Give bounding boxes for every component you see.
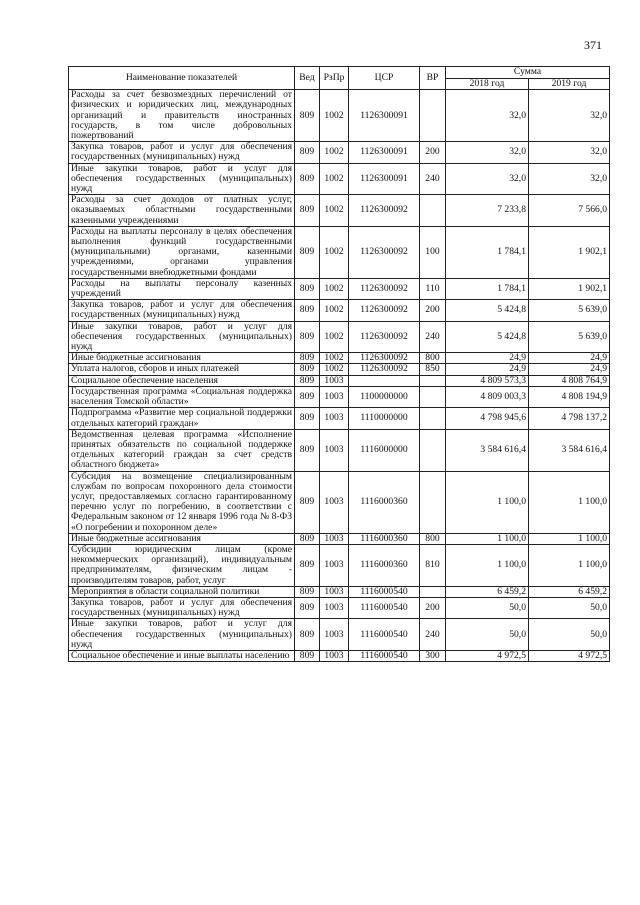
header-2019: 2019 год <box>529 79 610 90</box>
cell-2018: 24,9 <box>446 364 529 375</box>
cell-name: Мероприятия в области социальной политики <box>69 586 295 597</box>
cell-rzpr: 1003 <box>320 386 349 407</box>
cell-rzpr: 1002 <box>320 278 349 299</box>
cell-2018: 5 424,8 <box>446 300 529 321</box>
cell-name: Иные бюджетные ассигнования <box>69 353 295 364</box>
cell-name: Иные бюджетные ассигнования <box>69 533 295 544</box>
cell-2018: 32,0 <box>446 90 529 142</box>
cell-ved: 809 <box>295 163 320 195</box>
cell-ved: 809 <box>295 142 320 163</box>
cell-2018: 4 972,5 <box>446 650 529 661</box>
cell-ved: 809 <box>295 226 320 278</box>
cell-2019: 1 902,1 <box>529 226 610 278</box>
table-row <box>69 226 610 278</box>
header-sum: Сумма <box>446 67 610 79</box>
cell-csr: 1116000360 <box>349 533 420 544</box>
cell-rzpr: 1002 <box>320 90 349 142</box>
cell-rzpr: 1002 <box>320 195 349 227</box>
table-row <box>69 90 610 142</box>
cell-name: Ведомственная целевая программа «Исполнение принятых обязательств по социальной поддержке отдельных категорий граждан за счет средств областного бюджета» <box>69 429 295 471</box>
table-row <box>69 278 610 299</box>
cell-name: Уплата налогов, сборов и иных платежей <box>69 364 295 375</box>
cell-csr: 1116000540 <box>349 586 420 597</box>
cell-vr: 200 <box>420 142 446 163</box>
cell-ved: 809 <box>295 471 320 533</box>
cell-2019: 4 972,5 <box>529 650 610 661</box>
cell-vr: 300 <box>420 650 446 661</box>
cell-csr: 1110000000 <box>349 408 420 429</box>
cell-2019: 32,0 <box>529 163 610 195</box>
table-row <box>69 353 610 364</box>
table-body <box>69 90 610 662</box>
header-rzpr: РзПр <box>320 67 349 90</box>
cell-ved: 809 <box>295 597 320 618</box>
cell-rzpr: 1002 <box>320 142 349 163</box>
cell-vr: 200 <box>420 300 446 321</box>
cell-name: Расходы на выплаты персоналу в целях обеспечения выполнения функций государственными (муниципальными) органами, казенными учреждениями, органами управления государственными внебюджетными фондами <box>69 226 295 278</box>
cell-name: Иные закупки товаров, работ и услуг для обеспечения государственных (муниципальных) нужд <box>69 163 295 195</box>
cell-2019: 1 100,0 <box>529 544 610 586</box>
cell-ved: 809 <box>295 386 320 407</box>
cell-name: Социальное обеспечение населения <box>69 375 295 386</box>
table-row <box>69 321 610 353</box>
cell-vr <box>420 386 446 407</box>
cell-name: Закупка товаров, работ и услуг для обеспечения государственных (муниципальных) нужд <box>69 300 295 321</box>
cell-ved: 809 <box>295 353 320 364</box>
table-row <box>69 619 610 651</box>
cell-rzpr: 1002 <box>320 226 349 278</box>
cell-csr: 1116000000 <box>349 429 420 471</box>
budget-table <box>68 66 610 662</box>
cell-2019: 32,0 <box>529 142 610 163</box>
cell-2019: 4 808 194,9 <box>529 386 610 407</box>
cell-2019: 1 902,1 <box>529 278 610 299</box>
cell-vr: 800 <box>420 533 446 544</box>
cell-ved: 809 <box>295 429 320 471</box>
table-row <box>69 533 610 544</box>
table-row <box>69 163 610 195</box>
cell-ved: 809 <box>295 650 320 661</box>
cell-ved: 809 <box>295 195 320 227</box>
cell-ved: 809 <box>295 364 320 375</box>
cell-vr <box>420 375 446 386</box>
cell-ved: 809 <box>295 619 320 651</box>
cell-ved: 809 <box>295 375 320 386</box>
cell-csr: 1116000540 <box>349 597 420 618</box>
cell-2018: 5 424,8 <box>446 321 529 353</box>
cell-csr: 1126300092 <box>349 226 420 278</box>
table-row <box>69 429 610 471</box>
cell-vr <box>420 471 446 533</box>
cell-rzpr: 1003 <box>320 408 349 429</box>
cell-vr: 240 <box>420 163 446 195</box>
header-vr: ВР <box>420 67 446 90</box>
cell-vr: 240 <box>420 619 446 651</box>
cell-2018: 4 798 945,6 <box>446 408 529 429</box>
cell-2018: 1 100,0 <box>446 471 529 533</box>
cell-vr <box>420 195 446 227</box>
page-number: 371 <box>584 38 602 52</box>
cell-rzpr: 1002 <box>320 364 349 375</box>
cell-2019: 24,9 <box>529 364 610 375</box>
cell-rzpr: 1003 <box>320 429 349 471</box>
cell-rzpr: 1003 <box>320 586 349 597</box>
cell-2018: 7 233,8 <box>446 195 529 227</box>
cell-csr: 1126300092 <box>349 300 420 321</box>
cell-csr <box>349 375 420 386</box>
cell-2018: 4 809 003,3 <box>446 386 529 407</box>
cell-ved: 809 <box>295 533 320 544</box>
cell-rzpr: 1003 <box>320 619 349 651</box>
cell-csr: 1116000540 <box>349 619 420 651</box>
cell-2018: 50,0 <box>446 619 529 651</box>
table-row <box>69 650 610 661</box>
cell-csr: 1100000000 <box>349 386 420 407</box>
cell-2018: 1 100,0 <box>446 533 529 544</box>
cell-vr: 800 <box>420 353 446 364</box>
cell-2019: 7 566,0 <box>529 195 610 227</box>
cell-2018: 1 100,0 <box>446 544 529 586</box>
cell-2019: 50,0 <box>529 619 610 651</box>
cell-2018: 50,0 <box>446 597 529 618</box>
cell-2018: 32,0 <box>446 142 529 163</box>
table-row <box>69 195 610 227</box>
cell-csr: 1126300092 <box>349 278 420 299</box>
cell-2018: 32,0 <box>446 163 529 195</box>
cell-name: Подпрограмма «Развитие мер социальной поддержки отдельных категорий граждан» <box>69 408 295 429</box>
table-row <box>69 586 610 597</box>
cell-2019: 24,9 <box>529 353 610 364</box>
table-row <box>69 408 610 429</box>
cell-name: Иные закупки товаров, работ и услуг для обеспечения государственных (муниципальных) нужд <box>69 619 295 651</box>
cell-2018: 24,9 <box>446 353 529 364</box>
cell-rzpr: 1002 <box>320 163 349 195</box>
cell-ved: 809 <box>295 321 320 353</box>
cell-csr: 1126300092 <box>349 364 420 375</box>
cell-csr: 1126300091 <box>349 163 420 195</box>
cell-name: Расходы на выплаты персоналу казенных учреждений <box>69 278 295 299</box>
table-row <box>69 142 610 163</box>
table-row <box>69 544 610 586</box>
cell-name: Расходы за счет доходов от платных услуг, оказываемых областными государственными казенными учреждениями <box>69 195 295 227</box>
cell-name: Закупка товаров, работ и услуг для обеспечения государственных (муниципальных) нужд <box>69 597 295 618</box>
table-row <box>69 364 610 375</box>
cell-name: Субсидия на возмещение специализированным службам по вопросам похоронного дела стоимости услуг, предоставляемых согласно гарантированному перечню услуг по погребению, в соответствии с Федеральным законом от 12 января 1996 года № 8-ФЗ «О погребении и похоронном деле» <box>69 471 295 533</box>
cell-name: Социальное обеспечение и иные выплаты населению <box>69 650 295 661</box>
cell-2019: 4 798 137,2 <box>529 408 610 429</box>
cell-csr: 1126300092 <box>349 353 420 364</box>
cell-2018: 1 784,1 <box>446 226 529 278</box>
cell-csr: 1116000540 <box>349 650 420 661</box>
cell-2019: 50,0 <box>529 597 610 618</box>
cell-2019: 5 639,0 <box>529 300 610 321</box>
cell-vr: 850 <box>420 364 446 375</box>
cell-2018: 4 809 573,3 <box>446 375 529 386</box>
cell-name: Расходы за счет безвозмездных перечислений от физических и юридических лиц, международных организаций и правительств иностранных государств, в том числе добровольных пожертвований <box>69 90 295 142</box>
cell-rzpr: 1002 <box>320 353 349 364</box>
cell-rzpr: 1003 <box>320 597 349 618</box>
cell-2019: 32,0 <box>529 90 610 142</box>
cell-ved: 809 <box>295 278 320 299</box>
cell-2018: 3 584 616,4 <box>446 429 529 471</box>
cell-csr: 1126300091 <box>349 142 420 163</box>
header-ved: Вед <box>295 67 320 90</box>
table-row <box>69 471 610 533</box>
cell-vr <box>420 90 446 142</box>
cell-csr: 1116000360 <box>349 471 420 533</box>
cell-ved: 809 <box>295 408 320 429</box>
cell-2019: 1 100,0 <box>529 471 610 533</box>
header-csr: ЦСР <box>349 67 420 90</box>
header-name: Наименование показателей <box>69 67 295 90</box>
cell-rzpr: 1003 <box>320 650 349 661</box>
cell-csr: 1126300091 <box>349 90 420 142</box>
cell-2019: 1 100,0 <box>529 533 610 544</box>
cell-ved: 809 <box>295 300 320 321</box>
header-2018: 2018 год <box>446 79 529 90</box>
table-row <box>69 300 610 321</box>
cell-2019: 4 808 764,9 <box>529 375 610 386</box>
cell-vr: 810 <box>420 544 446 586</box>
cell-2018: 6 459,2 <box>446 586 529 597</box>
cell-vr: 200 <box>420 597 446 618</box>
cell-vr: 240 <box>420 321 446 353</box>
cell-name: Закупка товаров, работ и услуг для обеспечения государственных (муниципальных) нужд <box>69 142 295 163</box>
cell-name: Государственная программа «Социальная поддержка населения Томской области» <box>69 386 295 407</box>
cell-rzpr: 1003 <box>320 544 349 586</box>
cell-vr <box>420 586 446 597</box>
table-row <box>69 386 610 407</box>
cell-csr: 1126300092 <box>349 195 420 227</box>
cell-vr <box>420 408 446 429</box>
cell-rzpr: 1003 <box>320 533 349 544</box>
table-row <box>69 597 610 618</box>
cell-ved: 809 <box>295 544 320 586</box>
cell-rzpr: 1003 <box>320 471 349 533</box>
cell-vr: 110 <box>420 278 446 299</box>
cell-rzpr: 1003 <box>320 375 349 386</box>
cell-name: Субсидии юридическим лицам (кроме некоммерческих организаций), индивидуальным предпринимателям, физическим лицам - производителям товаров, работ, услуг <box>69 544 295 586</box>
cell-ved: 809 <box>295 90 320 142</box>
cell-csr: 1126300092 <box>349 321 420 353</box>
cell-vr: 100 <box>420 226 446 278</box>
cell-name: Иные закупки товаров, работ и услуг для обеспечения государственных (муниципальных) нужд <box>69 321 295 353</box>
table-row <box>69 375 610 386</box>
cell-2019: 6 459,2 <box>529 586 610 597</box>
cell-vr <box>420 429 446 471</box>
cell-2018: 1 784,1 <box>446 278 529 299</box>
cell-csr: 1116000360 <box>349 544 420 586</box>
cell-ved: 809 <box>295 586 320 597</box>
cell-2019: 5 639,0 <box>529 321 610 353</box>
cell-rzpr: 1002 <box>320 321 349 353</box>
cell-rzpr: 1002 <box>320 300 349 321</box>
cell-2019: 3 584 616,4 <box>529 429 610 471</box>
